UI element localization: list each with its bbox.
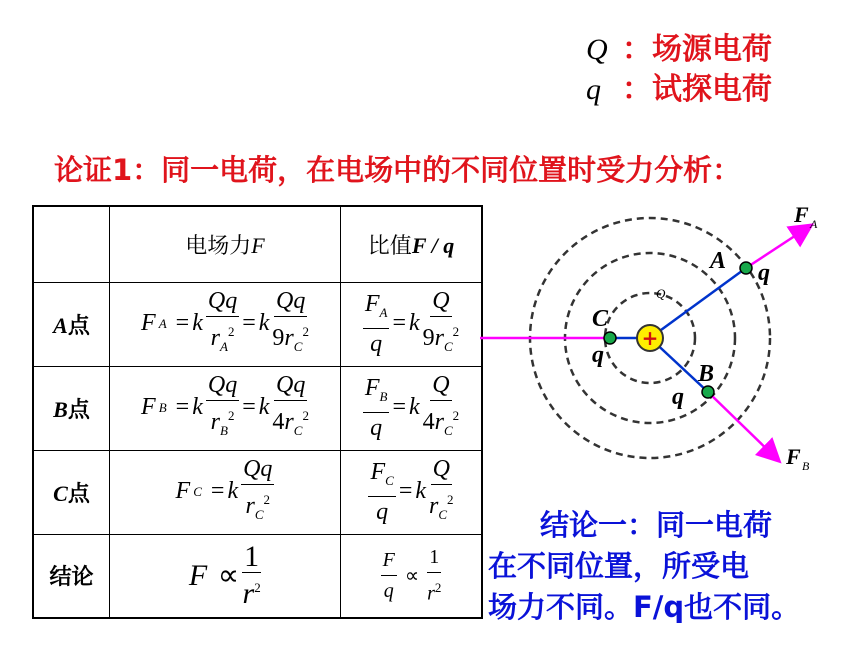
label-q-B: q	[672, 384, 684, 410]
header-ratio-symbol: F / q	[411, 232, 455, 258]
conclusion-line-2: 在不同位置，所受电	[488, 549, 750, 583]
label-FA-sub: A	[810, 217, 818, 231]
conclusion-line-3: 场力不同。F/q也不同。	[488, 590, 801, 624]
row-letter-C: C	[53, 480, 68, 506]
legend-text-test: ：试探电荷	[622, 72, 772, 107]
header-force-symbol: F	[251, 232, 265, 258]
label-q-A: q	[758, 260, 770, 286]
header-ratio-text: 比值	[367, 233, 412, 259]
label-FB: F	[786, 444, 801, 469]
legend-symbol-Q: Q	[586, 33, 608, 66]
label-Q: Q	[656, 286, 666, 301]
label-FB-sub: B	[802, 459, 810, 473]
legend-symbol-q: q	[586, 73, 601, 106]
header-force-text: 电场力	[185, 233, 252, 259]
formula-ratio-B: $\frac{F_B}{q}$ = k $\frac{Q}{4r_C^2}$	[341, 366, 483, 450]
force-arrow-A	[746, 226, 810, 268]
label-B: B	[698, 361, 715, 387]
row-letter-A: A	[53, 312, 68, 338]
row-label-A-text: 点	[67, 313, 90, 339]
conclusion-text	[488, 505, 828, 628]
test-charge-C	[604, 332, 616, 344]
formula-force-A: F A = k $\frac{Qq}{r_A^2}$ = k $\frac{Qq}{9r_C^2}$	[110, 282, 341, 366]
row-letter-B: B	[53, 396, 68, 422]
label-FA: F	[794, 202, 809, 227]
formula-force-C: F C = k $\frac{Qq}{r_C^2}$	[110, 450, 341, 534]
force-arrow-B	[708, 392, 778, 460]
label-C: C	[592, 306, 609, 332]
formula-force-B: F B = k $\frac{Qq}{r_B^2}$ = k $\frac{Qq}{4r_C^2}$	[110, 366, 341, 450]
source-charge-sign: +	[641, 326, 659, 350]
formula-ratio-proportional: $\frac{F}{q}$ ∝ $\frac{1}{r^2}$	[341, 534, 483, 618]
row-label-C-text: 点	[67, 481, 90, 507]
row-label-conclusion: 结论	[33, 534, 110, 618]
row-label-B-text: 点	[67, 397, 90, 423]
radius-line-A	[650, 268, 746, 338]
test-charge-B	[702, 386, 714, 398]
formula-ratio-C: $\frac{F_C}{q}$ = k $\frac{Q}{r_C^2}$	[341, 450, 483, 534]
label-q-C: q	[592, 342, 604, 368]
legend-text-source: ：场源电荷	[622, 32, 772, 67]
conclusion-line-1: 结论一：同一电荷	[540, 508, 773, 542]
label-A: A	[710, 248, 727, 274]
heading: 论证1：同一电荷，在电场中的不同位置时受力分析：	[54, 153, 742, 187]
test-charge-A	[740, 262, 752, 274]
formula-force-proportional: F ∝ $\frac{1}{r^2}$	[110, 534, 341, 618]
formula-ratio-A: $\frac{F_A}{q}$ = k $\frac{Q}{9r_C^2}$	[341, 282, 483, 366]
